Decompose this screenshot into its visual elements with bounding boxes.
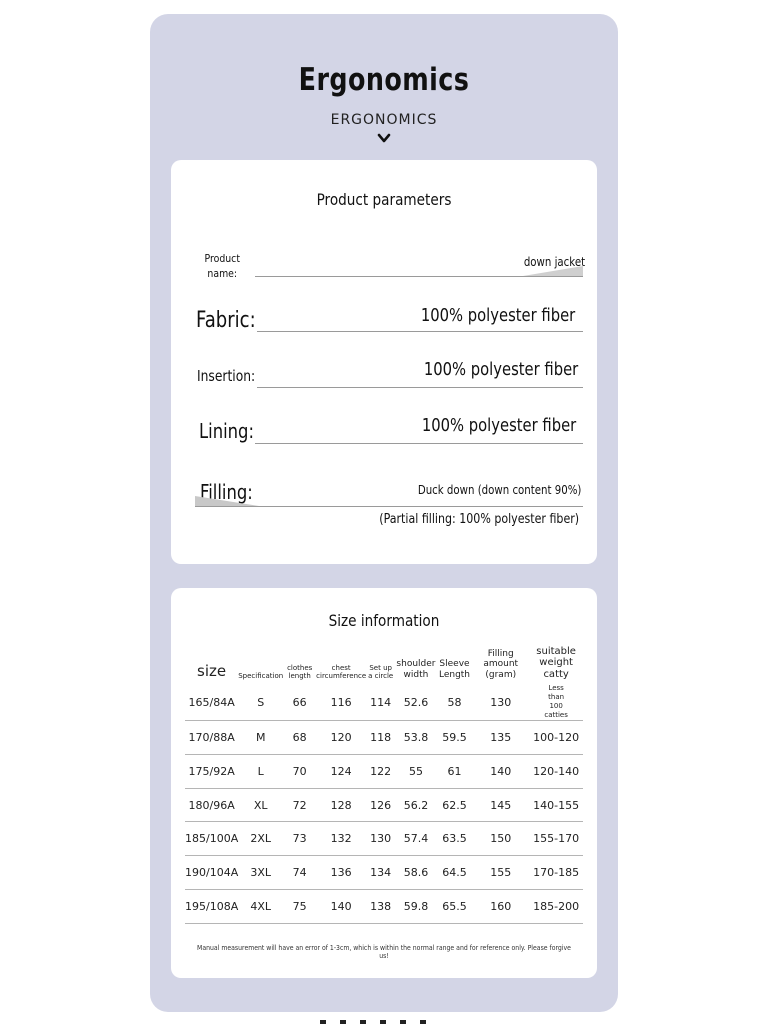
lining-underline xyxy=(255,443,583,444)
table-cell: 68 xyxy=(283,721,316,755)
table-row xyxy=(185,755,583,789)
table-cell: 74 xyxy=(283,856,316,890)
filling-underline xyxy=(195,506,583,507)
table-row xyxy=(185,856,583,890)
filling-note: (Partial filling: 100% polyester fiber) xyxy=(379,512,579,527)
table-cell: 55 xyxy=(395,755,437,789)
table-cell: 140-155 xyxy=(529,788,583,822)
table-cell: Less than 100 catties xyxy=(529,684,583,721)
table-cell: 135 xyxy=(472,721,529,755)
table-cell: 72 xyxy=(283,788,316,822)
table-cell: 175/92A xyxy=(185,755,238,789)
table-cell: 140 xyxy=(472,755,529,789)
insertion-underline xyxy=(257,387,583,388)
fabric-value: 100% polyester fiber xyxy=(420,305,575,326)
column-header: Specification xyxy=(238,671,284,680)
table-cell: 62.5 xyxy=(437,788,472,822)
table-cell: 63.5 xyxy=(437,822,472,856)
table-cell: L xyxy=(238,755,283,789)
column-header: chest circumference xyxy=(316,663,367,680)
table-cell: 4XL xyxy=(238,889,283,923)
table-cell: 120-140 xyxy=(529,755,583,789)
table-cell: 170-185 xyxy=(529,856,583,890)
column-header: Set up a circle xyxy=(368,663,394,680)
table-cell: 52.6 xyxy=(395,684,437,721)
table-cell: 195/108A xyxy=(185,889,238,923)
table-cell: 116 xyxy=(316,684,366,721)
filling-label: Filling: xyxy=(200,480,253,504)
table-cell: 73 xyxy=(283,822,316,856)
table-cell: 140 xyxy=(316,889,366,923)
table-cell: 190/104A xyxy=(185,856,238,890)
filling-value: Duck down (down content 90%) xyxy=(417,483,581,497)
table-cell: 155-170 xyxy=(529,822,583,856)
lining-label: Lining: xyxy=(199,419,254,443)
column-header: shoulder width xyxy=(396,659,436,680)
table-cell: 136 xyxy=(316,856,366,890)
table-cell: 124 xyxy=(316,755,366,789)
table-cell: 64.5 xyxy=(437,856,472,890)
table-cell: 65.5 xyxy=(437,889,472,923)
table-cell: 57.4 xyxy=(395,822,437,856)
table-cell: 134 xyxy=(366,856,395,890)
table-row xyxy=(185,822,583,856)
table-cell: 2XL xyxy=(238,822,283,856)
decorative-shade xyxy=(195,496,259,506)
table-cell: 160 xyxy=(472,889,529,923)
column-header: size xyxy=(197,661,227,680)
table-cell: 56.2 xyxy=(395,788,437,822)
table-cell: 165/84A xyxy=(185,684,238,721)
table-cell: XL xyxy=(238,788,283,822)
fabric-label: Fabric: xyxy=(196,308,256,333)
table-cell: 3XL xyxy=(238,856,283,890)
column-header: Sleeve Length xyxy=(438,659,471,680)
table-cell: 59.8 xyxy=(395,889,437,923)
table-cell: 66 xyxy=(283,684,316,721)
table-cell: 100-120 xyxy=(529,721,583,755)
insertion-label: Insertion: xyxy=(197,367,256,385)
table-cell: 126 xyxy=(366,788,395,822)
chevron-down-icon xyxy=(377,131,391,145)
table-cell: 185-200 xyxy=(529,889,583,923)
table-cell: 114 xyxy=(366,684,395,721)
column-header: Filling amount (gram) xyxy=(483,648,519,680)
size-information-title: Size information xyxy=(328,611,440,630)
table-cell: 180/96A xyxy=(185,788,238,822)
size-information-card xyxy=(171,588,597,978)
page-subtitle: ERGONOMICS xyxy=(330,112,438,128)
table-cell: 118 xyxy=(366,721,395,755)
size-table-header xyxy=(185,644,583,684)
table-cell: 58 xyxy=(437,684,472,721)
product-name-label: Product name: xyxy=(204,252,240,280)
table-cell: 155 xyxy=(472,856,529,890)
table-cell: M xyxy=(238,721,283,755)
table-cell: 122 xyxy=(366,755,395,789)
table-cell: 185/100A xyxy=(185,822,238,856)
table-cell: 150 xyxy=(472,822,529,856)
table-cell: 59.5 xyxy=(437,721,472,755)
product-name-underline xyxy=(255,276,583,277)
lining-value: 100% polyester fiber xyxy=(421,415,576,436)
table-cell: 70 xyxy=(283,755,316,789)
table-cell: S xyxy=(238,684,283,721)
measurement-footnote: Manual measurement will have an error of 1-3cm, which is within the normal range and for reference only. Please forgive us! xyxy=(197,944,571,960)
table-cell: 61 xyxy=(437,755,472,789)
table-cell: 170/88A xyxy=(185,721,238,755)
table-row xyxy=(185,889,583,923)
table-row xyxy=(185,721,583,755)
table-cell: 58.6 xyxy=(395,856,437,890)
product-parameters-card xyxy=(171,160,597,564)
product-parameters-title: Product parameters xyxy=(316,190,452,209)
table-cell: 120 xyxy=(316,721,366,755)
table-row xyxy=(185,684,583,721)
table-cell: 128 xyxy=(316,788,366,822)
insertion-value: 100% polyester fiber xyxy=(423,359,578,380)
size-table xyxy=(185,644,583,924)
table-cell: 130 xyxy=(472,684,529,721)
table-cell: 138 xyxy=(366,889,395,923)
cropped-next-heading xyxy=(320,1017,450,1024)
table-row xyxy=(185,788,583,822)
fabric-underline xyxy=(257,331,583,332)
table-cell: 75 xyxy=(283,889,316,923)
page-title: Ergonomics xyxy=(298,62,470,98)
product-name-value: down jacket xyxy=(523,255,585,269)
table-cell: 53.8 xyxy=(395,721,437,755)
table-cell: 145 xyxy=(472,788,529,822)
table-cell: 132 xyxy=(316,822,366,856)
table-cell: 130 xyxy=(366,822,395,856)
column-header: clothes length xyxy=(287,663,313,680)
column-header: suitable weight catty xyxy=(536,645,576,680)
